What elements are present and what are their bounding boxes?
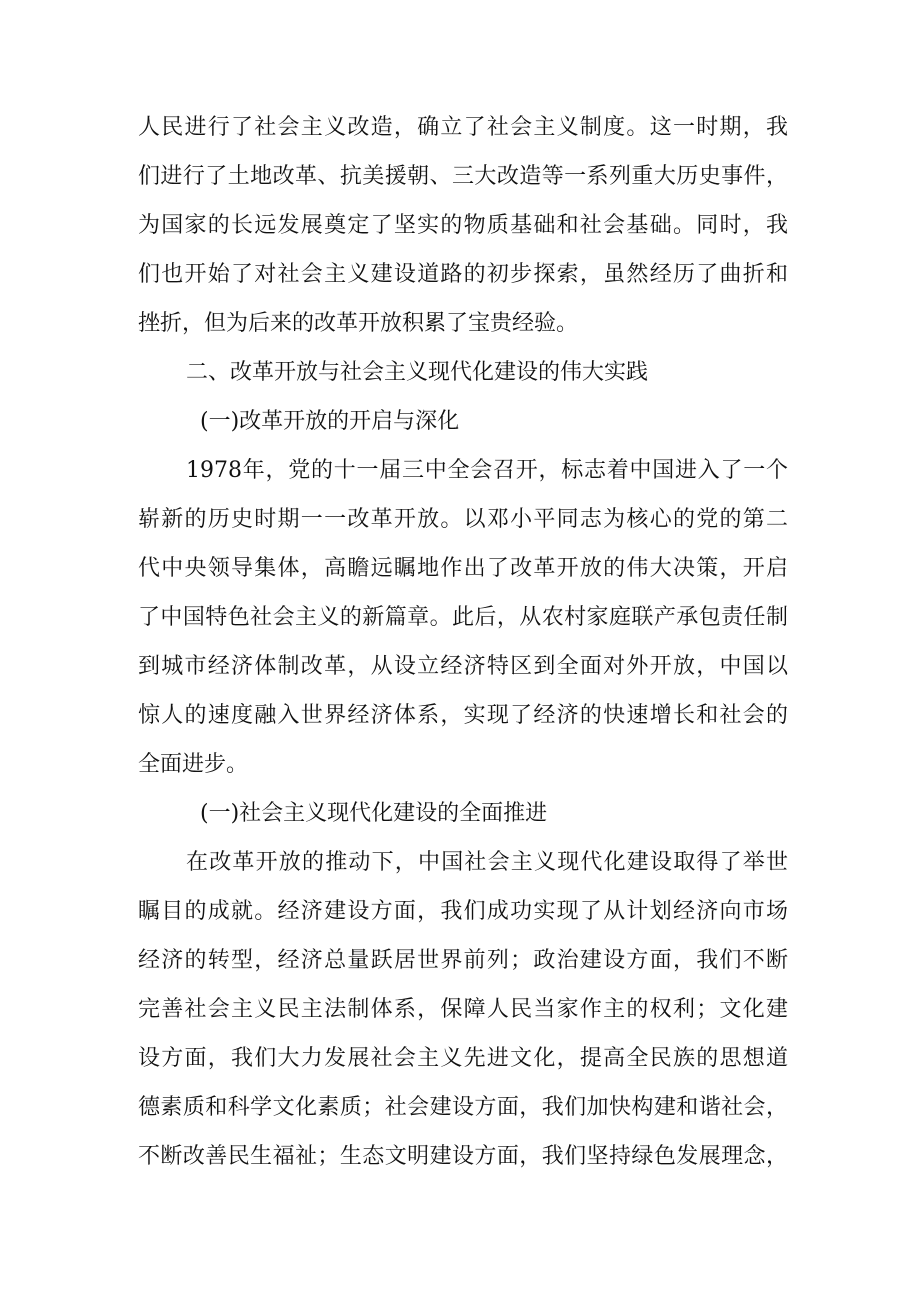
paragraph-2-line-5: 到城市经济体制改革，从设立经济特区到全面对外开放，中国以 xyxy=(138,654,788,679)
paragraph-3-line-7: 不断改善民生福祉；生态文明建设方面，我们坚持绿色发展理念， xyxy=(138,1144,788,1169)
paragraph-3-line-5: 设方面，我们大力发展社会主义先进文化，提高全民族的思想道 xyxy=(138,1046,788,1071)
paragraph-2-line-4: 了中国特色社会主义的新篇章。此后，从农村家庭联产承包责任制 xyxy=(138,605,788,630)
subsection-heading-2: (一)社会主义现代化建设的全面推进 xyxy=(200,801,548,826)
paragraph-2-line-1: 1978年，党的十一届三中全会召开，标志着中国进入了一个 xyxy=(186,458,788,483)
paragraph-3-line-3: 经济的转型，经济总量跃居世界前列；政治建设方面，我们不断 xyxy=(138,948,788,973)
paragraph-3-line-6: 德素质和科学文化素质；社会建设方面，我们加快构建和谐社会， xyxy=(138,1095,788,1120)
section-heading: 二、改革开放与社会主义现代化建设的伟大实践 xyxy=(186,360,649,385)
paragraph-2-line-3: 代中央领导集体，高瞻远瞩地作出了改革开放的伟大决策，开启 xyxy=(138,556,788,581)
paragraph-2-line-6: 惊人的速度融入世界经济体系，实现了经济的快速增长和社会的 xyxy=(138,703,788,728)
paragraph-3-line-4: 完善社会主义民主法制体系，保障人民当家作主的权利；文化建 xyxy=(138,997,788,1022)
paragraph-1-line-4: 们也开始了对社会主义建设道路的初步探索，虽然经历了曲折和 xyxy=(138,262,788,287)
paragraph-1-line-5: 挫折，但为后来的改革开放积累了宝贵经验。 xyxy=(138,311,579,336)
paragraph-1-line-2: 们进行了土地改革、抗美援朝、三大改造等一系列重大历史事件， xyxy=(138,164,788,189)
subsection-heading-1: (一)改革开放的开启与深化 xyxy=(200,409,460,434)
paragraph-1-line-1: 人民进行了社会主义改造，确立了社会主义制度。这一时期，我 xyxy=(138,115,788,140)
paragraph-2-line-2: 崭新的历史时期一一改革开放。以邓小平同志为核心的党的第二 xyxy=(138,507,788,532)
paragraph-3-line-2: 瞩目的成就。经济建设方面，我们成功实现了从计划经济向市场 xyxy=(138,899,788,924)
paragraph-1-line-3: 为国家的长远发展奠定了坚实的物质基础和社会基础。同时，我 xyxy=(138,213,788,238)
paragraph-2-line-7: 全面进步。 xyxy=(138,752,249,777)
paragraph-3-line-1: 在改革开放的推动下，中国社会主义现代化建设取得了举世 xyxy=(186,850,788,875)
